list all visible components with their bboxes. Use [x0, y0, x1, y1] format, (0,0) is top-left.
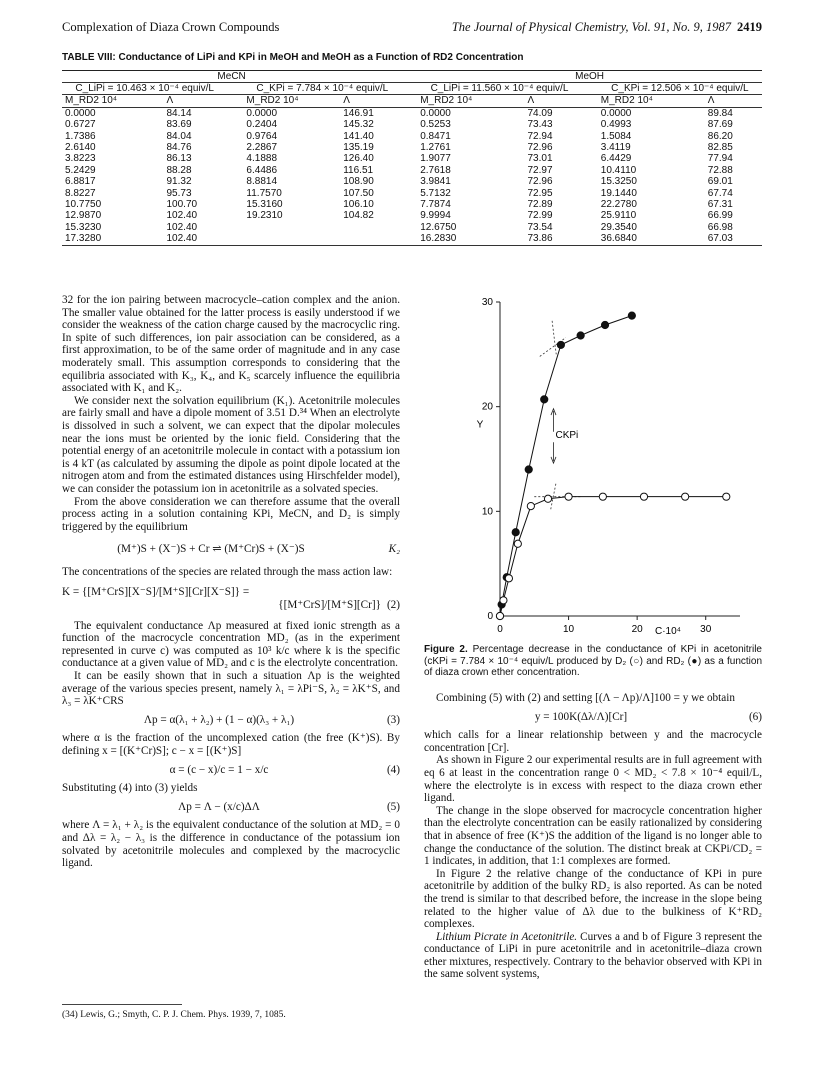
table-cell: 66.99: [707, 210, 733, 222]
data-point-open: [723, 493, 730, 500]
paragraph: [424, 931, 762, 981]
table-row: [62, 210, 762, 221]
table-cell: 1.2761: [420, 142, 451, 154]
right-column: [424, 692, 762, 981]
equation-6: [424, 711, 762, 724]
table-row: [62, 233, 762, 245]
equation-number: (4): [386, 763, 400, 776]
data-point-open: [682, 493, 689, 500]
equation-5: [62, 801, 400, 814]
table-cell: 67.31: [707, 199, 733, 211]
table-cell: 3.4119: [600, 142, 631, 154]
table-cell: 36.6840: [598, 233, 705, 245]
annotation-label: CKPi: [555, 430, 579, 442]
table-caption: TABLE VIII: Conductance of LiPi and KPi in MeOH and MeOH as a Function of RD2 Concentration: [62, 52, 524, 63]
data-point-open: [640, 493, 647, 500]
table-cell: 72.88: [707, 164, 733, 176]
table-cell: 73.43: [527, 119, 553, 131]
table-cell: 74.09: [527, 107, 553, 119]
cond-2: C_KPi = 7.784 × 10⁻⁴ equiv/L: [243, 83, 401, 95]
table-cell: 126.40: [343, 153, 374, 165]
data-point-filled: [577, 332, 584, 339]
table-cell: 135.19: [343, 142, 374, 154]
group-meoh: MeOH: [417, 71, 762, 83]
colhead-m: M_RD2 10⁴: [598, 95, 705, 107]
data-point-open: [514, 540, 521, 547]
footnote: (34) Lewis, G.; Smyth, C. P. J. Chem. Phys. 1939, 7, 1085.: [62, 1010, 286, 1020]
table-row: [62, 107, 762, 119]
guide-dashed: [551, 482, 556, 509]
table-cell: 73.54: [527, 221, 553, 233]
table-cell: 69.01: [707, 176, 733, 188]
table-cell: 1.9077: [420, 153, 451, 165]
table-cell: 10.7750: [65, 199, 102, 211]
table-cell: 0.0000: [420, 107, 451, 119]
table-cell: 6.4429: [600, 153, 632, 165]
table-cell: 22.2780: [600, 199, 637, 211]
table-cell: 29.3540: [600, 221, 637, 233]
paragraph: which calls for a linear relationship between y and the macrocycle concentration [Cr].: [424, 729, 762, 754]
data-point-open: [500, 597, 507, 604]
table-cell: 102.40: [166, 210, 198, 222]
table-cell: 5.7132: [420, 187, 451, 199]
table-cell: 6.4486: [246, 164, 278, 176]
figure-caption-text: Percentage decrease in the conductance of KPi in acetonitrile (cKPi = 7.784 × 10⁻⁴ equiv/L produced by D₂ (○) and RD₂ (●) as a function of diaza crown ether concentration.: [424, 644, 762, 679]
page-number: 2419: [737, 20, 762, 34]
table-cell: 7.7874: [420, 199, 451, 211]
equation-line: K = {[M⁺CrS][X⁻S]/[M⁺S][Cr][X⁻S]} =: [62, 586, 250, 599]
table-cell: 73.01: [527, 153, 553, 165]
y-tick-label: 30: [481, 297, 493, 308]
data-point-open: [496, 612, 503, 619]
table-cell: 77.94: [707, 153, 733, 165]
figure-caption: [424, 644, 762, 679]
table-body: [62, 107, 762, 245]
table-cell: 89.84: [707, 107, 733, 119]
table-cell: [243, 222, 340, 233]
table-cell: 9.9994: [420, 210, 451, 222]
table-cell: 0.8471: [420, 130, 451, 142]
header-title: Complexation of Diaza Crown Compounds: [62, 20, 280, 34]
table-cell: 16.2830: [417, 233, 524, 245]
table-row: [62, 131, 762, 142]
table-cell: 15.3250: [600, 176, 637, 188]
paragraph: 32 for the ion pairing between macrocycle–cation complex and the anion. The smaller value obtained for the latter process is easily understood if we consider the weakness of the cation charge caused by the macrocyclic ring. In spite of such differences, ion pair association can be considered, as a first approximation, to be of the same order of magnitude and in any case moderately small. This assumption corresponds to considering that the equilibria associated with K₃, K₄, and K₅ scarcely influence the equilibria associated with K₁ and K₂.: [62, 294, 400, 395]
paragraph: In Figure 2 the relative change of the conductance of KPi in pure acetonitrile by addition of the bulky RD₂ is also reported. As can be noted the trend is similar to that described before, the increase in the slope being related to the higher value of Δλ due to the bulkiness of K⁺RD₂ complexes.: [424, 867, 762, 931]
equation-expression: (M⁺)S + (X⁻)S + Cr ⇌ (M⁺Cr)S + (X⁻)S: [117, 543, 305, 556]
table-cell: 102.40: [163, 233, 227, 245]
table-cell: 0.0000: [600, 107, 632, 119]
table-cell: 102.40: [166, 221, 198, 233]
equation-number: (5): [386, 800, 400, 813]
equation-3: [62, 714, 400, 727]
table-cell: 0.0000: [246, 107, 278, 119]
table-cell: 2.7618: [420, 164, 451, 176]
running-header: [62, 20, 762, 38]
data-point-filled: [541, 396, 548, 403]
table-cell: 8.8227: [65, 187, 96, 199]
table-cell: 107.50: [343, 187, 374, 199]
table-cell: 0.5253: [420, 119, 451, 131]
data-point-open: [527, 503, 534, 510]
table-cell: 91.32: [166, 176, 192, 188]
table-cell: 4.1888: [246, 153, 278, 165]
table-cell: 82.85: [707, 142, 733, 154]
paragraph: From the above consideration we can therefore assume that the overall process acting in a solution containing KPi, MeCN, and D₂ is simply triggered by the equilibrium: [62, 495, 400, 533]
table-cell: 72.97: [527, 164, 553, 176]
x-tick-label: 10: [563, 624, 575, 635]
x-tick-label: 30: [700, 624, 712, 635]
data-point-filled: [512, 529, 519, 536]
equation-2: [62, 586, 400, 611]
table-cell: 0.4993: [600, 119, 632, 131]
table-cell: 2.2867: [246, 142, 278, 154]
colhead-lambda: Λ: [705, 95, 762, 107]
data-point-filled: [557, 341, 564, 348]
x-axis-label: C·10⁴: [655, 626, 681, 637]
table-cell: 100.70: [166, 199, 198, 211]
cond-4: C_KPi = 12.506 × 10⁻⁴ equiv/L: [598, 83, 762, 95]
data-point-open: [544, 495, 551, 502]
table-cell: 95.73: [166, 187, 192, 199]
table-cell: 106.10: [343, 199, 374, 211]
equation-number: (3): [386, 713, 400, 726]
table-cell: 3.8223: [65, 153, 96, 165]
y-tick-label: 10: [481, 506, 493, 518]
table-row: [62, 153, 762, 164]
table-cell: 84.76: [166, 142, 192, 154]
table-row: [62, 119, 762, 130]
table-cell: 0.6727: [65, 119, 96, 131]
paragraph: Substituting (4) into (3) yields: [62, 782, 198, 795]
left-column: [62, 294, 400, 870]
table-cell: 15.3230: [65, 221, 102, 233]
paragraph: The equivalent conductance Λp measured at fixed ionic strength as a function of the macrocycle concentration MD₂ (as in the experiment represented in curve c) was computed as 10³ k/c where k is the specific conductance at a given value of MD₂ and c is the electrolyte concentration.: [62, 619, 400, 670]
paragraph: where α is the fraction of the uncomplexed cation (the free (K⁺)S). By defining x = [(K⁺Cr)S]; c − x = [(K⁺)S]: [62, 732, 400, 757]
table-cell: 145.32: [343, 119, 374, 131]
table-cell: 5.2429: [65, 164, 96, 176]
table-cell: 87.69: [707, 119, 733, 131]
colhead-m: M_RD2 10⁴: [243, 95, 340, 107]
cond-3: C_LiPi = 11.560 × 10⁻⁴ equiv/L: [417, 83, 582, 95]
equation-k2: [62, 543, 400, 556]
footnote-rule: [62, 1004, 182, 1005]
table-row: [62, 176, 762, 187]
table-cell: [340, 233, 401, 245]
table-cell: 86.20: [707, 130, 733, 142]
table-cell: 84.04: [166, 130, 192, 142]
colhead-m: M_RD2 10⁴: [417, 95, 524, 107]
data-point-filled: [601, 321, 608, 328]
table-cell: 67.03: [705, 233, 762, 245]
equation-expression: Λp = α(λ₁ + λ₂) + (1 − α)(λ₃ + λ₁): [143, 713, 295, 726]
x-tick-label: 0: [497, 624, 503, 635]
chart-axes: [477, 297, 740, 637]
table-cell: 146.91: [343, 107, 374, 119]
table-row: [62, 188, 762, 199]
equation-number: (6): [748, 710, 762, 723]
table-cell: 11.7570: [246, 187, 282, 199]
data-point-open: [565, 493, 572, 500]
equation-expression: α = (c − x)/c = 1 − x/c: [169, 763, 269, 776]
table-cell: [243, 233, 340, 245]
table-viii: [62, 70, 762, 246]
table-cell: 6.8817: [65, 176, 96, 188]
table-cell: 3.9841: [420, 176, 451, 188]
equation-4: [62, 764, 400, 777]
paragraph: The change in the slope observed for macrocycle concentration higher than the electrolyte concentration can be easily rationalized by considering that in absence of free (K⁺)S the addition of the ligand is no longer able to change the conductance of the solution. The distinct break at CKPi/CD₂ = 1 indicates, in addition, that 1:1 complexes are formed.: [424, 804, 762, 868]
y-tick-label: 0: [487, 611, 493, 622]
equation-line: {[M⁺CrS]/[M⁺S][Cr]}: [278, 599, 381, 612]
table-cell: 8.8814: [246, 176, 278, 188]
table-cell: 72.94: [527, 130, 553, 142]
table-cell: 72.96: [527, 176, 553, 188]
table-cell: 66.98: [707, 221, 733, 233]
table-cell: 12.6750: [420, 221, 457, 233]
section-heading: Lithium Picrate in Acetonitrile.: [436, 930, 578, 943]
series-line: [500, 316, 632, 616]
table-cell: 104.82: [343, 210, 374, 222]
y-tick-label: 20: [481, 401, 493, 413]
table-cell: 67.74: [707, 187, 733, 199]
data-point-filled: [525, 466, 532, 473]
table-cell: 83.69: [166, 119, 192, 131]
group-mecn: MeCN: [62, 71, 401, 83]
table-cell: 141.40: [343, 130, 374, 142]
table-cell: 17.3280: [62, 233, 163, 245]
table-cell: 1.5084: [600, 130, 632, 142]
colhead-lambda: Λ: [524, 95, 581, 107]
colhead-m: M_RD2 10⁴: [62, 95, 163, 107]
paragraph: As shown in Figure 2 our experimental results are in full agreement with eq 6 at least in the concentration range 0 < MD₂ < 7.8 × 10⁻⁴ equil/L, where the electrolyte is in excess with respect to the diaza crown ether ligand.: [424, 754, 762, 805]
chart-marks: [496, 312, 729, 620]
equation-label: K₂: [388, 543, 400, 556]
series-line: [500, 497, 726, 616]
equation-expression: Λp = Λ − (x/c)ΔΛ: [178, 800, 260, 813]
table-row: [62, 142, 762, 153]
table-cell: 72.89: [527, 199, 553, 211]
paragraph: The concentrations of the species are related through the mass action law:: [62, 565, 393, 578]
figure-2-chart: [424, 288, 762, 638]
paragraph: It can be easily shown that in such a situation Λp is the weighted average of the various species present, namely λ₁ = λPi⁻S, λ₂ = λK⁺S, and λ₃ = λK⁺CRS: [62, 670, 400, 708]
table-cell: 116.51: [343, 164, 374, 176]
table-cell: 0.0000: [65, 107, 96, 119]
guide-dashed: [552, 321, 556, 354]
colhead-lambda: Λ: [340, 95, 401, 107]
equation-expression: y = 100K(Δλ/Λ)[Cr]: [534, 710, 628, 723]
header-journal: [452, 20, 762, 35]
x-tick-label: 20: [631, 624, 643, 635]
table-cell: 19.1440: [600, 187, 637, 199]
journal-citation: The Journal of Physical Chemistry, Vol. 91, No. 9, 1987: [451, 20, 731, 34]
colhead-lambda: Λ: [163, 95, 227, 107]
table-row: [62, 222, 762, 233]
table-cell: 25.9110: [600, 210, 637, 222]
table-cell: 72.99: [527, 210, 553, 222]
table-cell: 15.3160: [246, 199, 283, 211]
table-cell: [340, 222, 401, 233]
table-cell: 72.95: [527, 187, 553, 199]
paragraph: We consider next the solvation equilibrium (K₁). Acetonitrile molecules are fairly small and have a dipole moment of 3.51 D.³⁴ When an electrolyte is dissolved in such a solvent, we can expect that the dipolar molecules near the ions must be oriented by the ionic field. Considering that the potential energy of an acetonitrile molecule in contact with a potassium ion is 4 kT (as calculated by assuming the dipole as point dipole located at the nitrogen atom and from the estimated distances using Hirschfelder model), we can consider the potassium ion in acetonitrile as a solvated species.: [62, 394, 400, 495]
table-cell: 10.4110: [600, 164, 637, 176]
table-cell: 73.86: [524, 233, 581, 245]
equation-number: (2): [386, 599, 400, 612]
table-cell: 19.2310: [246, 210, 283, 222]
table-cell: 72.96: [527, 142, 553, 154]
table-cell: 88.28: [166, 164, 192, 176]
table-row: [62, 165, 762, 176]
data-point-open: [599, 493, 606, 500]
table-cell: 86.13: [166, 153, 192, 165]
table-cell: 0.9764: [246, 130, 278, 142]
table-row: [62, 199, 762, 210]
table-cell: 12.9870: [65, 210, 102, 222]
table-cell: 108.90: [343, 176, 374, 188]
paragraph-text: Curves a and b of Figure 3 represent the conductance of LiPi in pure acetonitrile and in acetonitrile–diaza crown ether mixtures, respectively. Contrary to the behavior observed with KPi in the same solvent systems,: [424, 930, 762, 981]
data-point-open: [505, 575, 512, 582]
paragraph: where Λ = λ₁ + λ₂ is the equivalent conductance of the solution at MD₂ = 0 and Δλ = λ₂ − λ₃ is the difference in conductance of the potassium ion solvated by acetonitrile molecules and complexed by the macrocyclic ligand.: [62, 819, 400, 870]
table-cell: 84.14: [166, 107, 192, 119]
table-cell: 2.6140: [65, 142, 96, 154]
table-cell: 1.7386: [65, 130, 96, 142]
data-point-filled: [628, 312, 635, 319]
y-axis-label: Y: [476, 419, 484, 431]
figure-label: Figure 2.: [424, 644, 468, 655]
cond-1: C_LiPi = 10.463 × 10⁻⁴ equiv/L: [62, 83, 227, 95]
table-cell: 0.2404: [246, 119, 278, 131]
paragraph: Combining (5) with (2) and setting [(Λ − Λp)/Λ]100 = y we obtain: [436, 692, 735, 704]
